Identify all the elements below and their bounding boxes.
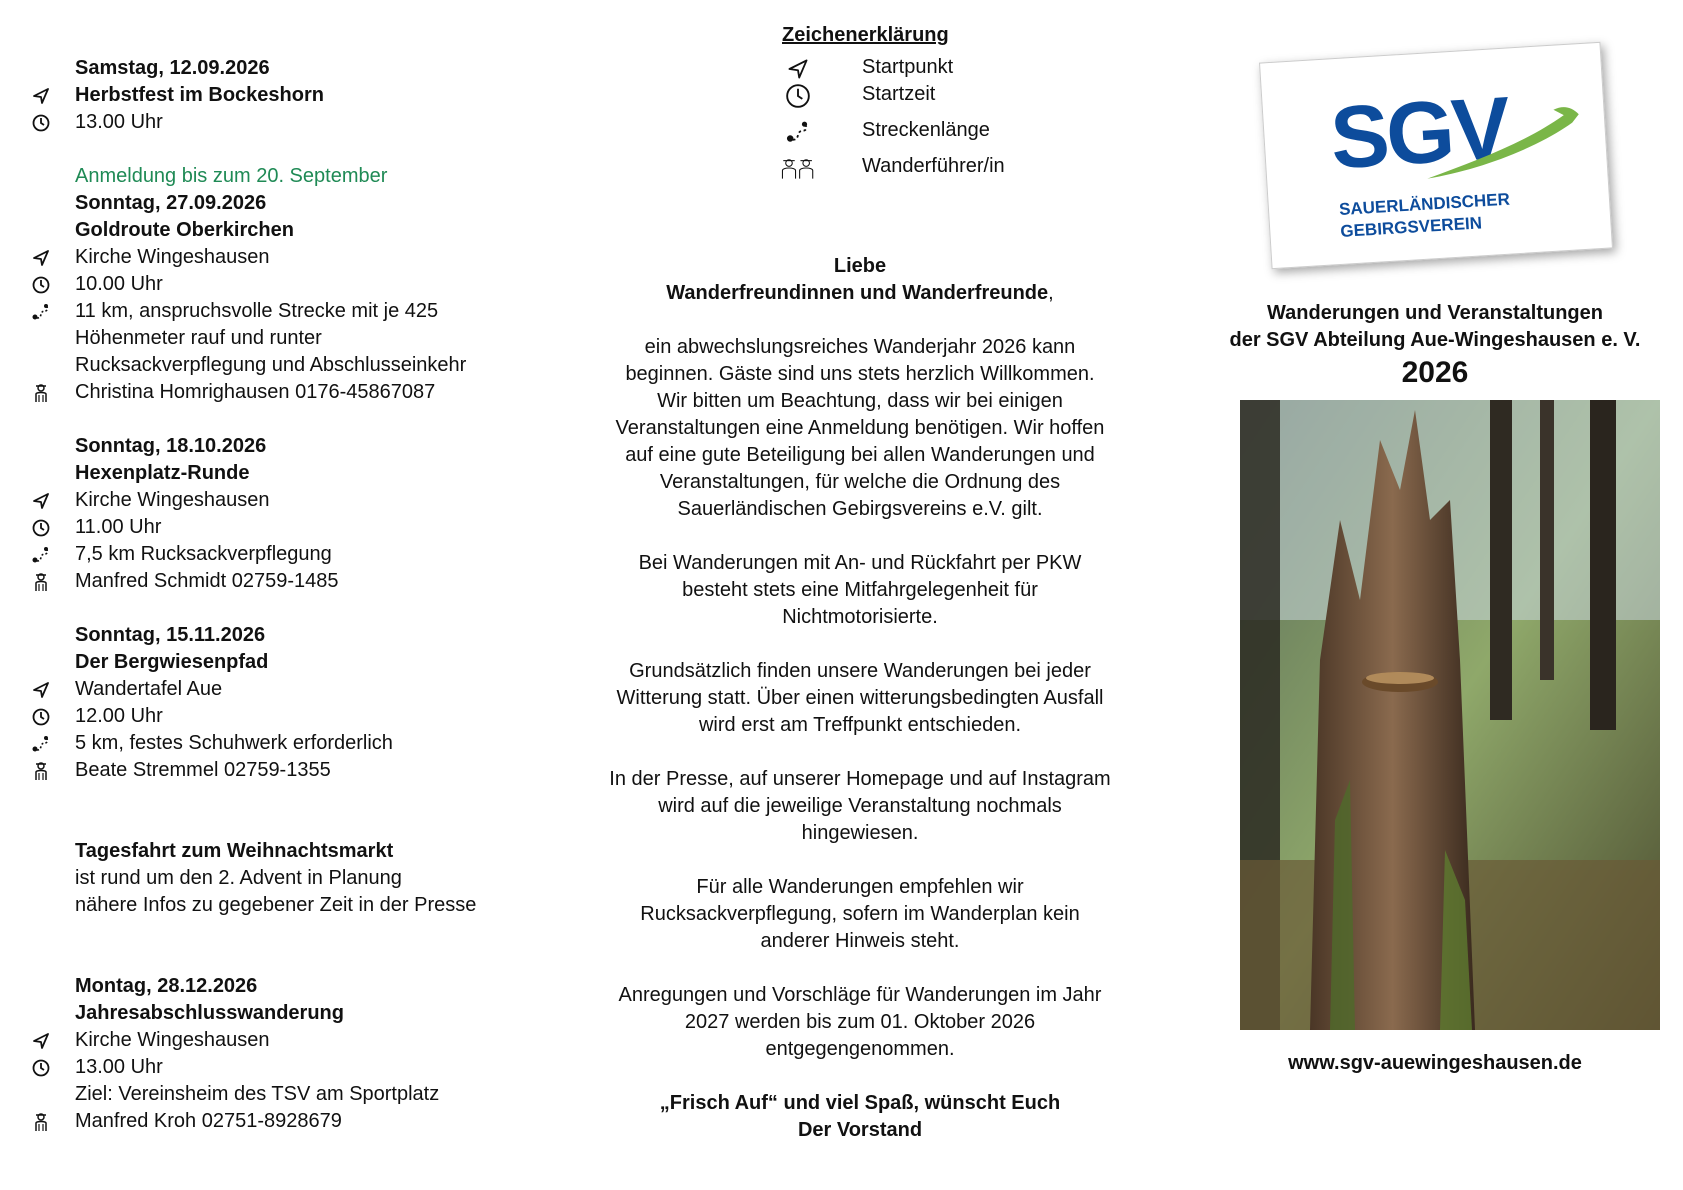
clock-icon <box>30 112 52 134</box>
clock-icon <box>30 517 52 539</box>
letter-closing: „Frisch Auf“ und viel Spaß, wünscht Euch Der Vorstand <box>659 1092 1061 1141</box>
letter-paragraph: Grundsätzlich finden unsere Wanderungen bei jeder Witterung statt. Über einen witterungsbedingten Ausfall wird erst am Treffpunkt entschieden. <box>616 660 1104 736</box>
letter-paragraph: Für alle Wanderungen empfehlen wir Rucksackverpflegung, sofern im Wanderplan kein anderer Hinweis steht. <box>640 876 1080 952</box>
route-icon <box>30 733 52 755</box>
website-url: www.sgv-auewingeshausen.de <box>1288 1052 1582 1074</box>
clock-icon <box>30 706 52 728</box>
cover-title: Wanderungen und Veranstaltungen der SGV Abteilung Aue-Wingeshausen e. V. <box>1229 302 1641 351</box>
hiker-guide-icon <box>30 571 52 593</box>
hiker-guide-icon <box>30 1111 52 1133</box>
start-arrow-icon <box>30 1030 52 1052</box>
letter-paragraph: ein abwechslungsreiches Wanderjahr 2026 kann beginnen. Gäste sind uns stets herzlich Willkommen. Wir bitten um Beachtung, dass wir bei einigen Veranstaltungen eine Anmeldung benötigen. Wir hoffen auf eine gute Beteiligung bei allen Wanderungen und Veranstaltungen, für welche die Ordnung des Sauerländischen Gebirgsvereins e.V. gilt. <box>615 336 1105 520</box>
hiker-guide-icon <box>30 382 52 404</box>
sgv-logo <box>1259 42 1613 269</box>
cover-year: 2026 <box>1401 356 1469 389</box>
letter-paragraph: Bei Wanderungen mit An- und Rückfahrt per PKW besteht stets eine Mitfahrgelegenheit für Nichtmotorisierte. <box>638 552 1082 628</box>
route-icon <box>780 117 816 147</box>
clock-icon <box>30 1057 52 1079</box>
route-icon <box>30 544 52 566</box>
clock-icon <box>30 274 52 296</box>
start-arrow-icon <box>30 490 52 512</box>
salutation: Liebe <box>833 255 887 277</box>
letter-paragraph: Anregungen und Vorschläge für Wanderungen im Jahr 2027 werden bis zum 01. Oktober 2026 entgegengenommen. <box>618 984 1102 1060</box>
start-arrow-icon <box>780 54 816 84</box>
cover-photo <box>1240 400 1660 1030</box>
clock-icon <box>780 81 816 111</box>
salutation: Wanderfreundinnen und Wanderfreunde, <box>666 282 1054 304</box>
logo-swoosh-icon <box>1412 84 1587 184</box>
hiker-guides-icon <box>780 153 816 183</box>
logo-wordmark: SGV <box>1327 77 1511 188</box>
letter-paragraph: In der Presse, auf unserer Homepage und auf Instagram wird auf die jeweilige Veranstaltung nochmals hingewiesen. <box>609 768 1111 844</box>
start-arrow-icon <box>30 679 52 701</box>
hiker-guide-icon <box>30 760 52 782</box>
start-arrow-icon <box>30 85 52 107</box>
route-icon <box>30 301 52 323</box>
legend-heading: Zeichenerklärung <box>782 24 949 46</box>
start-arrow-icon <box>30 247 52 269</box>
logo-subtitle: SAUERLÄNDISCHER GEBIRGSVEREIN <box>1338 189 1511 241</box>
